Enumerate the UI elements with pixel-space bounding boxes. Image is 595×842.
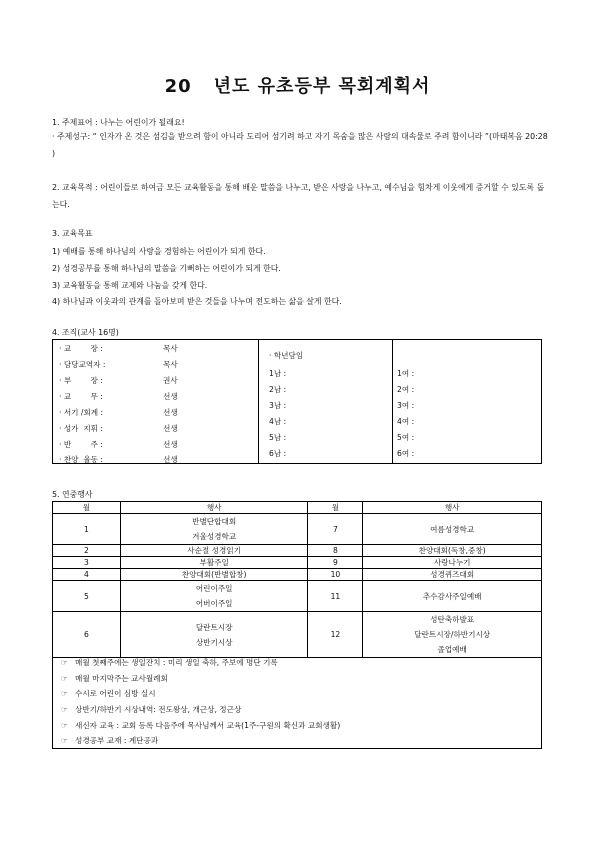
goals-heading: 3. 교육목표 [52, 229, 93, 238]
staff-title: 선생 [163, 408, 178, 417]
header-event: 행사 [363, 502, 542, 514]
event-cell [120, 612, 308, 658]
title-year: 20 [164, 76, 192, 97]
page-title [0, 72, 595, 98]
girls-class: 2여 : [397, 385, 415, 394]
org-box [52, 339, 542, 464]
table-row [53, 612, 542, 658]
table-row [53, 514, 542, 545]
staff-role: · 담당교역자 : [59, 360, 106, 369]
girls-class: 4여 : [397, 417, 415, 426]
event-line: 상반기시상 [195, 637, 233, 647]
event-line: 겨울성경학교 [192, 532, 237, 541]
event-line: 어버이주일 [195, 599, 233, 608]
boys-class: 1남 : [269, 369, 287, 378]
month-cell: 11 [308, 581, 363, 612]
month-cell: 8 [308, 545, 363, 557]
pointing-hand-icon: ☞ [61, 689, 68, 698]
events-table [52, 501, 542, 658]
boys-class: 6남 : [269, 449, 287, 458]
staff-title: 목사 [163, 360, 178, 369]
pointing-hand-icon: ☞ [61, 658, 68, 667]
staff-role: · 찬양 율동 : [59, 455, 103, 464]
events-notes [52, 653, 542, 749]
staff-role: · 서기 /회계 : [59, 408, 104, 417]
staff-title: 선생 [163, 424, 178, 433]
note-text: 성경공부 교재 : 계단공과 [75, 736, 159, 745]
org-heading: 4. 조직(교사 16명) [52, 328, 119, 337]
event-line: 성탄축하발표 [430, 615, 475, 624]
goal-item: 1) 예배를 통해 하나님의 사랑을 경험하는 어린이가 되게 한다. [52, 247, 266, 256]
staff-role: · 부 장 : [59, 376, 103, 385]
girls-class: 6여 : [397, 449, 415, 458]
table-row [53, 557, 542, 569]
event-cell: 사랑나누기 [363, 557, 542, 569]
boys-column [259, 340, 393, 463]
month-cell: 1 [53, 514, 121, 545]
staff-role: · 반 주 : [59, 440, 103, 449]
theme-label: 1. 주제표어 : 나누는 어린이가 될래요! [52, 118, 185, 127]
note-item [61, 688, 156, 699]
note-item [61, 735, 158, 746]
event-cell: 부활주일 [120, 557, 308, 569]
staff-role: · 교 장 : [59, 344, 103, 353]
event-cell [120, 514, 308, 545]
staff-title: 목사 [163, 344, 178, 353]
note-text: 매월 첫째주에는 생일잔치 : 미리 생일 축하, 주보에 명단 기록 [75, 658, 278, 667]
note-item [61, 704, 241, 715]
header-month: 월 [53, 502, 121, 514]
staff-role: · 교 무 : [59, 392, 103, 401]
month-cell: 5 [53, 581, 121, 612]
boys-class: 2남 : [269, 385, 287, 394]
event-cell: 여름성경학교 [363, 514, 542, 545]
staff-title: 선생 [163, 440, 178, 449]
event-cell [363, 612, 542, 658]
month-cell: 9 [308, 557, 363, 569]
month-cell: 2 [53, 545, 121, 557]
note-text: 새신자 교육 : 교회 등록 다음주에 목사님께서 교육(1주-구원의 확신과 교회생활) [75, 721, 341, 730]
event-cell [120, 581, 308, 612]
staff-title: 선생 [163, 392, 178, 401]
boys-class: 5남 : [269, 433, 287, 442]
education-purpose: 2. 교육목적 : 어린이들로 하여금 모든 교육활동을 통해 배운 말씀을 나누고, 받은 사랑을 나누고, 예수님을 힘차게 이웃에게 증거할 수 있도록 돕는다. [52, 183, 545, 209]
table-row [53, 581, 542, 612]
events-header-row [53, 502, 542, 514]
event-line: 반별단합대회 [192, 517, 237, 526]
pointing-hand-icon: ☞ [61, 736, 68, 745]
events-heading: 5. 연중행사 [52, 490, 93, 499]
staff-column [53, 340, 259, 463]
month-cell: 6 [53, 612, 121, 658]
note-text: 매월 마지막주는 교사월례회 [75, 674, 168, 683]
girls-column [393, 340, 543, 463]
boys-class: 4남 : [269, 417, 287, 426]
note-item [61, 720, 340, 731]
goal-item: 2) 성경공부를 통해 하나님의 말씀을 기뻐하는 어린이가 되게 한다. [52, 264, 281, 273]
month-cell: 12 [308, 612, 363, 658]
header-month: 월 [308, 502, 363, 514]
note-item [61, 657, 278, 668]
pointing-hand-icon: ☞ [61, 721, 68, 730]
theme-verse: · 주제성구: “ 인자가 온 것은 섬김을 받으려 함이 아니라 도리어 섬기려 하고 자기 목숨을 많은 사람의 대속물로 주려 함이니라 ”(마태복음 20:28 ) [52, 132, 548, 158]
grade-label: · 학년담임 [269, 351, 304, 360]
goal-item: 4) 하나님과 이웃과의 관계를 돌아보며 받은 것들을 나누며 전도하는 삶을 살게 한다. [52, 297, 342, 306]
event-line: 달란트시장 [195, 622, 233, 632]
girls-class: 5여 : [397, 433, 415, 442]
event-line: 졸업예배 [437, 645, 467, 654]
pointing-hand-icon: ☞ [61, 674, 68, 683]
event-cell: 찬양대회(반별합창) [120, 569, 308, 581]
staff-title: 선생 [163, 455, 178, 464]
note-text: 수시로 어린이 심방 실시 [75, 689, 156, 698]
staff-role: · 성가 지휘 : [59, 424, 103, 433]
event-cell: 성경퀴즈대회 [363, 569, 542, 581]
event-cell: 추수감사주일예배 [363, 581, 542, 612]
goal-item: 3) 교육활동을 통해 교제와 나눔을 갖게 한다. [52, 281, 208, 290]
girls-class: 1여 : [397, 369, 415, 378]
boys-class: 3남 : [269, 401, 287, 410]
month-cell: 10 [308, 569, 363, 581]
event-cell: 사순절 성경읽기 [120, 545, 308, 557]
event-cell: 찬양대회(독창,중창) [363, 545, 542, 557]
month-cell: 4 [53, 569, 121, 581]
month-cell: 3 [53, 557, 121, 569]
pointing-hand-icon: ☞ [61, 705, 68, 714]
header-event: 행사 [120, 502, 308, 514]
staff-title: 권사 [163, 376, 178, 385]
girls-class: 3여 : [397, 401, 415, 410]
note-item [61, 673, 168, 684]
note-text: 상반기/하반기 시상내역: 전도왕상, 개근상, 정근상 [75, 705, 242, 714]
table-row [53, 545, 542, 557]
title-text: 년도 유초등부 목회계획서 [213, 76, 431, 97]
event-line: 어린이주일 [195, 584, 233, 593]
event-line: 달란트시장/하반기시상 [414, 630, 491, 639]
month-cell: 7 [308, 514, 363, 545]
table-row [53, 569, 542, 581]
